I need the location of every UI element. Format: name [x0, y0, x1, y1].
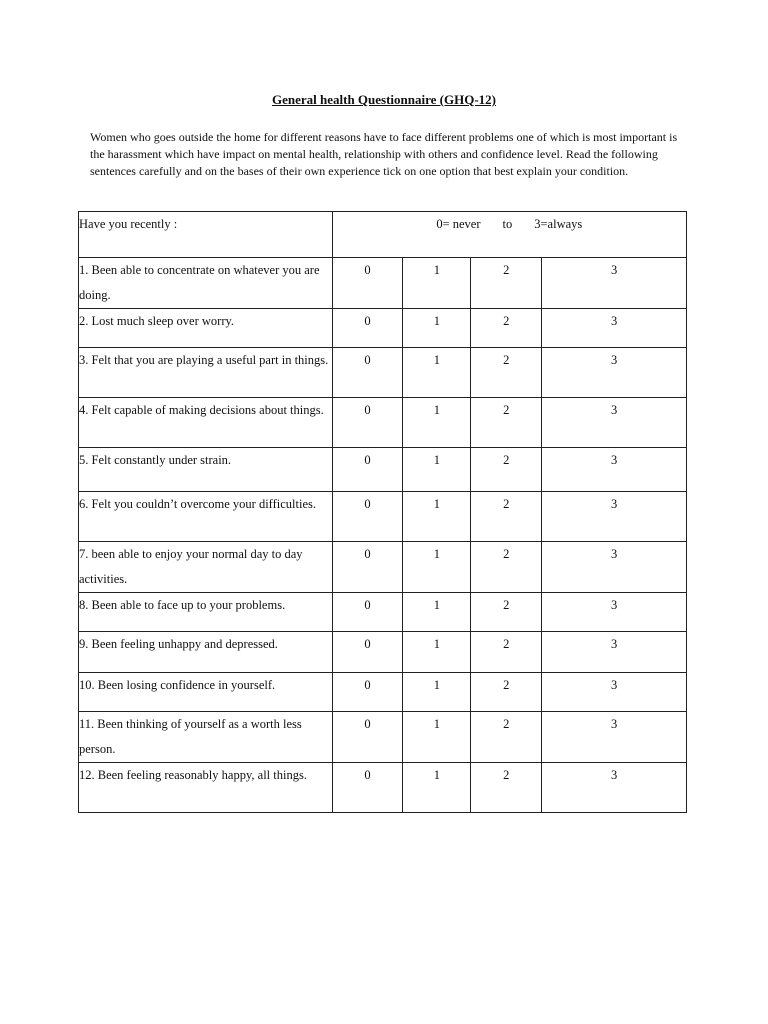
question-text: 5. Felt constantly under strain.	[79, 448, 333, 492]
scale-low-label: 0= never	[436, 217, 481, 231]
table-row	[79, 258, 687, 309]
option-0[interactable]: 0	[332, 632, 403, 673]
table-header-row	[79, 212, 687, 258]
table-row	[79, 673, 687, 712]
option-2[interactable]: 2	[471, 593, 542, 632]
option-2[interactable]: 2	[471, 712, 542, 763]
scale-mid-label: to	[502, 217, 513, 231]
option-0[interactable]: 0	[332, 712, 403, 763]
option-3[interactable]: 3	[542, 542, 687, 593]
option-0[interactable]: 0	[332, 448, 403, 492]
question-text: 11. Been thinking of yourself as a worth less person.	[79, 712, 333, 763]
option-2[interactable]: 2	[471, 542, 542, 593]
page-title: General health Questionnaire (GHQ-12)	[272, 92, 496, 107]
option-1[interactable]: 1	[403, 258, 471, 309]
question-text: 12. Been feeling reasonably happy, all things.	[79, 763, 333, 813]
option-2[interactable]: 2	[471, 673, 542, 712]
table-row	[79, 542, 687, 593]
question-text: 2. Lost much sleep over worry.	[79, 309, 333, 348]
option-2[interactable]: 2	[471, 398, 542, 448]
option-2[interactable]: 2	[471, 448, 542, 492]
option-2[interactable]: 2	[471, 763, 542, 813]
question-text: 6. Felt you couldn’t overcome your difficulties.	[79, 492, 333, 542]
option-0[interactable]: 0	[332, 398, 403, 448]
option-3[interactable]: 3	[542, 763, 687, 813]
option-3[interactable]: 3	[542, 348, 687, 398]
option-1[interactable]: 1	[403, 542, 471, 593]
option-3[interactable]: 3	[542, 309, 687, 348]
option-3[interactable]: 3	[542, 492, 687, 542]
header-question-label: Have you recently :	[79, 212, 333, 258]
intro-paragraph: Women who goes outside the home for different reasons have to face different problems one of which is most important is the harassment which have impact on mental health, relationship with others and confidence level. Read the following sentences carefully and on the bases of their own experience tick on one option that best explain your condition.	[90, 130, 678, 178]
table-row	[79, 712, 687, 763]
question-text: 3. Felt that you are playing a useful part in things.	[79, 348, 333, 398]
table-row	[79, 398, 687, 448]
questionnaire-table	[78, 211, 687, 813]
option-3[interactable]: 3	[542, 448, 687, 492]
table-row	[79, 632, 687, 673]
option-2[interactable]: 2	[471, 492, 542, 542]
scale-high-label: 3=always	[534, 217, 583, 231]
table-row	[79, 448, 687, 492]
question-text: 7. been able to enjoy your normal day to day activities.	[79, 542, 333, 593]
option-0[interactable]: 0	[332, 673, 403, 712]
question-text: 1. Been able to concentrate on whatever you are doing.	[79, 258, 333, 309]
option-1[interactable]: 1	[403, 763, 471, 813]
option-2[interactable]: 2	[471, 632, 542, 673]
table-row	[79, 763, 687, 813]
option-0[interactable]: 0	[332, 348, 403, 398]
option-1[interactable]: 1	[403, 492, 471, 542]
option-1[interactable]: 1	[403, 348, 471, 398]
table-row	[79, 593, 687, 632]
option-0[interactable]: 0	[332, 309, 403, 348]
question-text: 4. Felt capable of making decisions about things.	[79, 398, 333, 448]
option-3[interactable]: 3	[542, 673, 687, 712]
option-0[interactable]: 0	[332, 258, 403, 309]
question-text: 8. Been able to face up to your problems.	[79, 593, 333, 632]
table-row	[79, 348, 687, 398]
table-row	[79, 492, 687, 542]
option-2[interactable]: 2	[471, 348, 542, 398]
option-1[interactable]: 1	[403, 398, 471, 448]
option-1[interactable]: 1	[403, 448, 471, 492]
table-row	[79, 309, 687, 348]
option-0[interactable]: 0	[332, 492, 403, 542]
option-3[interactable]: 3	[542, 593, 687, 632]
question-text: 9. Been feeling unhappy and depressed.	[79, 632, 333, 673]
header-scale	[332, 212, 686, 258]
option-3[interactable]: 3	[542, 258, 687, 309]
option-2[interactable]: 2	[471, 258, 542, 309]
option-0[interactable]: 0	[332, 542, 403, 593]
question-text: 10. Been losing confidence in yourself.	[79, 673, 333, 712]
option-0[interactable]: 0	[332, 593, 403, 632]
option-1[interactable]: 1	[403, 673, 471, 712]
option-1[interactable]: 1	[403, 593, 471, 632]
option-1[interactable]: 1	[403, 632, 471, 673]
option-3[interactable]: 3	[542, 632, 687, 673]
option-3[interactable]: 3	[542, 712, 687, 763]
option-2[interactable]: 2	[471, 309, 542, 348]
option-1[interactable]: 1	[403, 309, 471, 348]
option-0[interactable]: 0	[332, 763, 403, 813]
option-1[interactable]: 1	[403, 712, 471, 763]
option-3[interactable]: 3	[542, 398, 687, 448]
